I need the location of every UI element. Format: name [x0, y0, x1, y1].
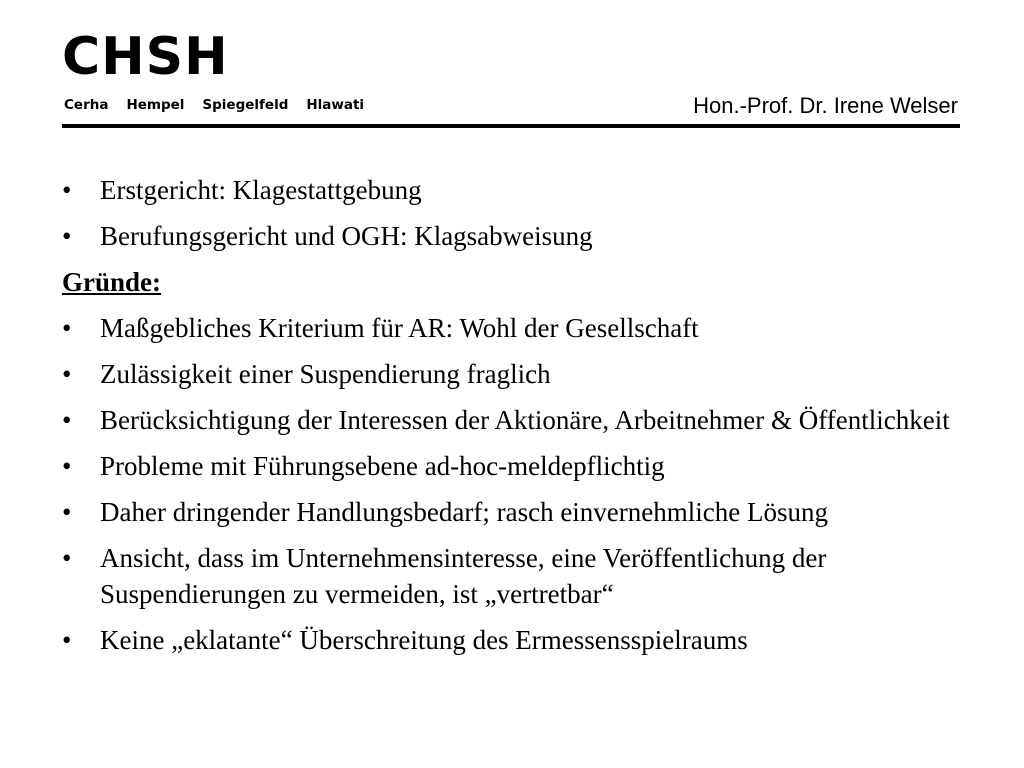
- list-item: [62, 310, 962, 346]
- list-item: [62, 218, 962, 254]
- logo-mark: CHSH: [62, 27, 229, 87]
- bullet-icon: •: [62, 497, 72, 527]
- list-item-text: Zulässigkeit einer Suspendierung fraglich: [100, 359, 551, 389]
- reasons-list: [62, 310, 962, 658]
- slide-content: [62, 172, 962, 668]
- list-item: [62, 172, 962, 208]
- list-item: [62, 622, 962, 658]
- intro-list: [62, 172, 962, 254]
- author-name: Hon.-Prof. Dr. Irene Welser: [693, 93, 958, 118]
- bullet-icon: •: [62, 451, 72, 481]
- bullet-icon: •: [62, 175, 72, 205]
- bullet-icon: •: [62, 221, 72, 251]
- list-item-text: Maßgebliches Kriterium für AR: Wohl der Gesellschaft: [100, 313, 699, 343]
- logo-partner-name: Hlawati: [306, 97, 365, 113]
- list-item: [62, 540, 962, 612]
- bullet-icon: •: [62, 313, 72, 343]
- list-item-text: Erstgericht: Klagestattgebung: [100, 175, 422, 205]
- logo-partner-name: Hempel: [126, 97, 185, 113]
- header-divider: [62, 124, 960, 128]
- list-item: [62, 448, 962, 484]
- bullet-icon: •: [62, 405, 72, 435]
- bullet-icon: •: [62, 359, 72, 389]
- list-item: [62, 356, 962, 392]
- list-item-text: Berücksichtigung der Interessen der Aktionäre, Arbeitnehmer & Öffentlichkeit: [100, 405, 950, 435]
- list-item-text: Keine „eklatante“ Überschreitung des Ermessensspielraums: [100, 625, 748, 655]
- section-heading: Gründe:: [62, 267, 162, 297]
- bullet-icon: •: [62, 625, 72, 655]
- list-item-text: Berufungsgericht und OGH: Klagsabweisung: [100, 221, 593, 251]
- list-item: [62, 494, 962, 530]
- list-item-text: Ansicht, dass im Unternehmensinteresse, eine Veröffentlichung der Suspendierungen zu vermeiden, ist „vertretbar“: [100, 543, 827, 609]
- logo-partner-name: Cerha: [64, 97, 109, 113]
- list-item-text: Probleme mit Führungsebene ad-hoc-meldepflichtig: [100, 451, 665, 481]
- list-item-text: Daher dringender Handlungsbedarf; rasch einvernehmliche Lösung: [100, 497, 828, 527]
- logo-partner-name: Spiegelfeld: [202, 97, 289, 113]
- bullet-icon: •: [62, 543, 72, 573]
- logo-partner-names: [64, 96, 364, 114]
- list-item: [62, 402, 962, 438]
